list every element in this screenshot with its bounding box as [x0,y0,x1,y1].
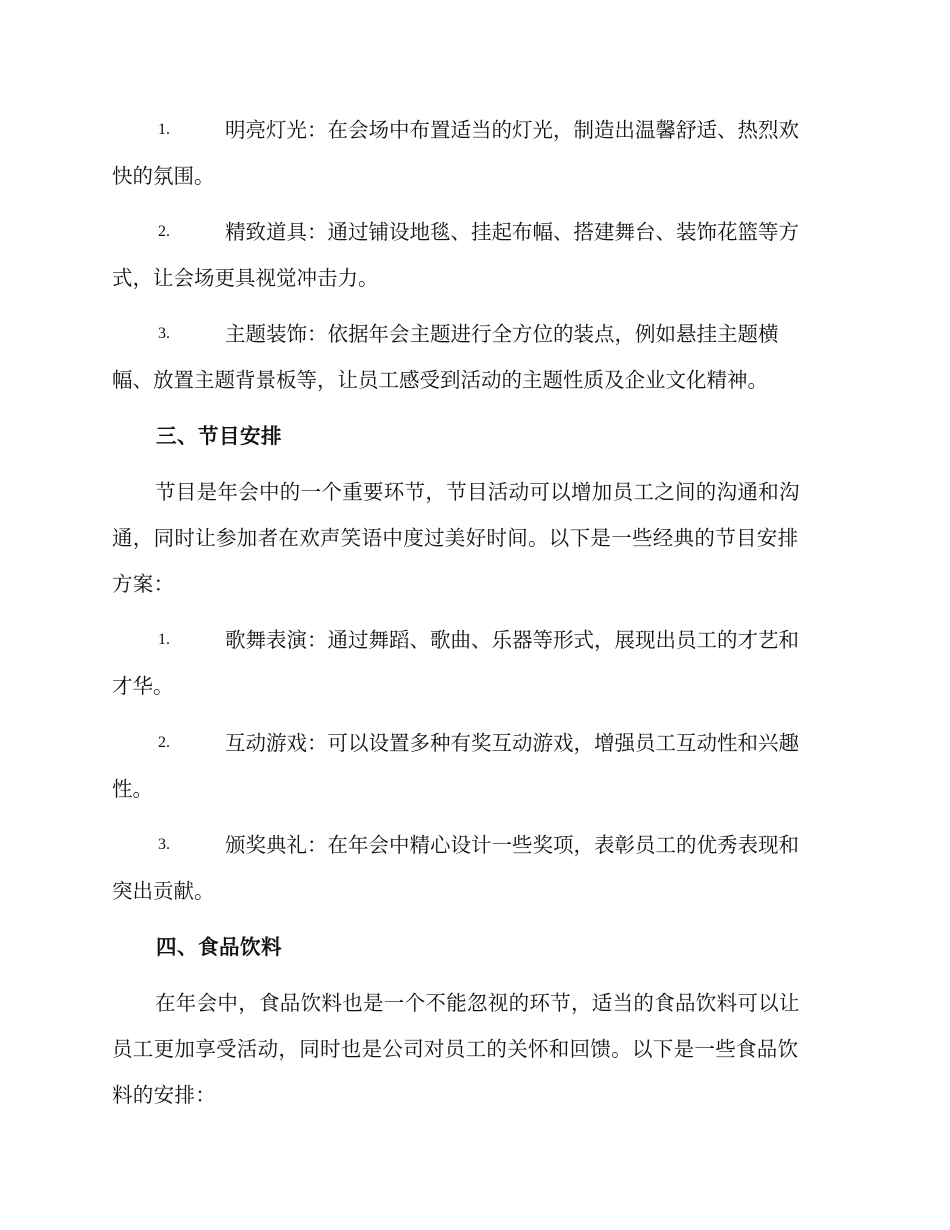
list-text-line: 式，让会场更具视觉冲击力。 [112,266,379,290]
list-item [112,107,837,199]
list-item [112,822,837,914]
paragraph-line: 通，同时让参加者在欢声笑语中度过美好时间。以下是一些经典的节目安排 [112,526,799,550]
list-item [112,311,837,403]
list-text-line: 幅、放置主题背景板等，让员工感受到活动的主题性质及企业文化精神。 [112,368,768,392]
paragraph [112,980,837,1118]
list-item [112,720,837,812]
list-text-line: 快的氛围。 [112,164,215,188]
paragraph-line: 方案： [112,572,175,596]
section-heading: 三、节目安排 [156,424,282,448]
list-text-line: 明亮灯光：在会场中布置适当的灯光，制造出温馨舒适、热烈欢 [225,118,799,142]
list-text-line: 歌舞表演：通过舞蹈、歌曲、乐器等形式，展现出员工的才艺和 [225,628,799,652]
list-number: 1. [158,121,170,138]
paragraph-line: 节目是年会中的一个重要环节，节目活动可以增加员工之间的沟通和沟 [155,480,800,504]
list-number: 2. [158,223,170,240]
list-text-line: 性。 [112,777,153,801]
list-text-line: 突出贡献。 [112,879,215,903]
paragraph-line: 在年会中，食品饮料也是一个不能忽视的环节，适当的食品饮料可以让 [155,991,800,1015]
paragraph-line: 员工更加享受活动，同时也是公司对员工的关怀和回馈。以下是一些食品饮 [112,1037,799,1061]
list-number: 1. [158,631,170,648]
list-text-line: 才华。 [112,674,174,698]
list-text-line: 互动游戏：可以设置多种有奖互动游戏，增强员工互动性和兴趣 [225,731,799,755]
list-item [112,209,837,301]
paragraph [112,469,837,607]
list-number: 3. [158,325,170,342]
section-heading: 四、食品饮料 [156,935,282,959]
list-text-line: 精致道具：通过铺设地毯、挂起布幅、搭建舞台、装饰花篮等方 [225,220,799,244]
list-text-line: 主题装饰：依据年会主题进行全方位的装点，例如悬挂主题横 [225,322,779,346]
paragraph-line: 料的安排： [112,1083,216,1107]
list-number: 3. [158,836,170,853]
list-item [112,617,837,709]
list-number: 2. [158,734,170,751]
list-text-line: 颁奖典礼：在年会中精心设计一些奖项，表彰员工的优秀表现和 [225,833,799,857]
